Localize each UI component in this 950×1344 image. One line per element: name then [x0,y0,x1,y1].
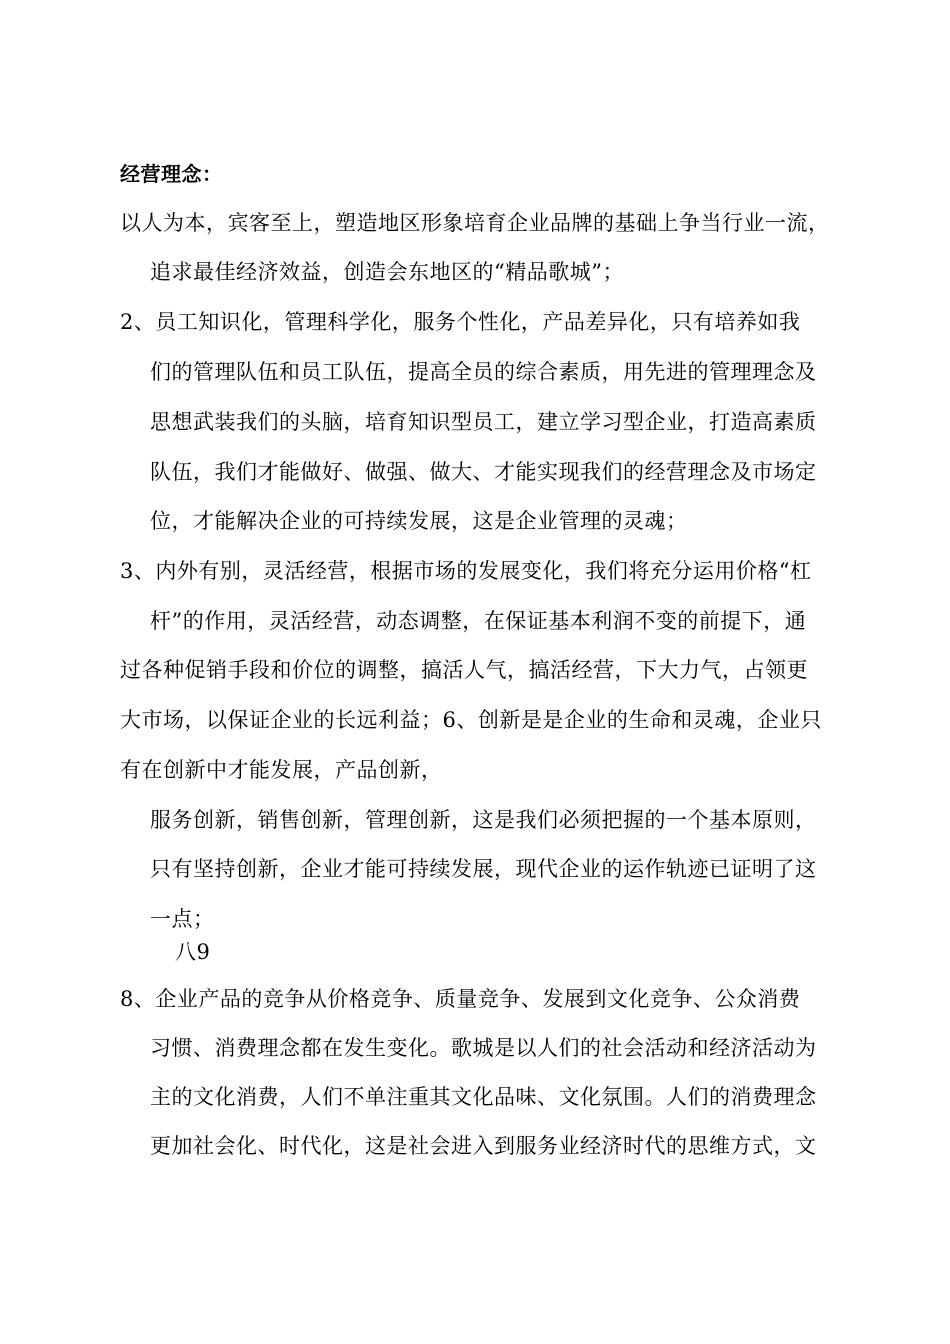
section-heading: 经营理念： [120,162,223,186]
text-line: 位，才能解决企业的可持续发展，这是企业管理的灵魂； [150,509,688,533]
text-line: 队伍，我们才能做好、做强、做大、才能实现我们的经营理念及市场定 [150,460,817,484]
text-line: 主的文化消费，人们不单注重其文化品味、文化氛围。人们的消费理念 [150,1085,817,1109]
text-line: 们的管理队伍和员工队伍，提高全员的综合素质，用先进的管理理念及 [150,360,817,384]
text-line: 服务创新，销售创新，管理创新，这是我们必须把握的一个基本原则， [150,808,817,832]
text-line: 有在创新中才能发展，产品创新， [120,758,443,782]
text-line: 2、员工知识化，管理科学化，服务个性化，产品差异化，只有培养如我 [120,310,801,334]
text-line: 过各种促销手段和价位的调整，搞活人气，搞活经营，下大力气，占领更 [120,658,808,682]
text-line: 习惯、消费理念都在发生变化。歌城是以人们的社会活动和经济活动为 [150,1036,817,1060]
text-line: 只有坚持创新，企业才能可持续发展，现代企业的运作轨迹已证明了这 [150,857,817,881]
text-line: 大市场，以保证企业的长远利益；6、创新是是企业的生命和灵魂，企业只 [120,708,822,732]
text-line: 思想武装我们的头脑，培育知识型员工，建立学习型企业，打造高素质 [150,410,817,434]
text-line: 更加社会化、时代化，这是社会进入到服务业经济时代的思维方式，文 [150,1134,817,1158]
text-line: 追求最佳经济效益，创造会东地区的“精品歌城”； [150,260,624,284]
text-line: 8、企业产品的竞争从价格竞争、质量竞争、发展到文化竞争、公众消费 [120,987,801,1011]
text-line: 一点； [150,907,215,931]
text-line: 3、内外有别，灵活经营，根据市场的发展变化，我们将充分运用价格“杠 [120,559,812,583]
text-line: 杆”的作用，灵活经营，动态调整，在保证基本利润不变的前提下，通 [150,609,807,633]
text-line: 以人为本，宾客至上，塑造地区形象培育企业品牌的基础上争当行业一流， [120,211,830,235]
text-line: 八9 [175,940,211,964]
